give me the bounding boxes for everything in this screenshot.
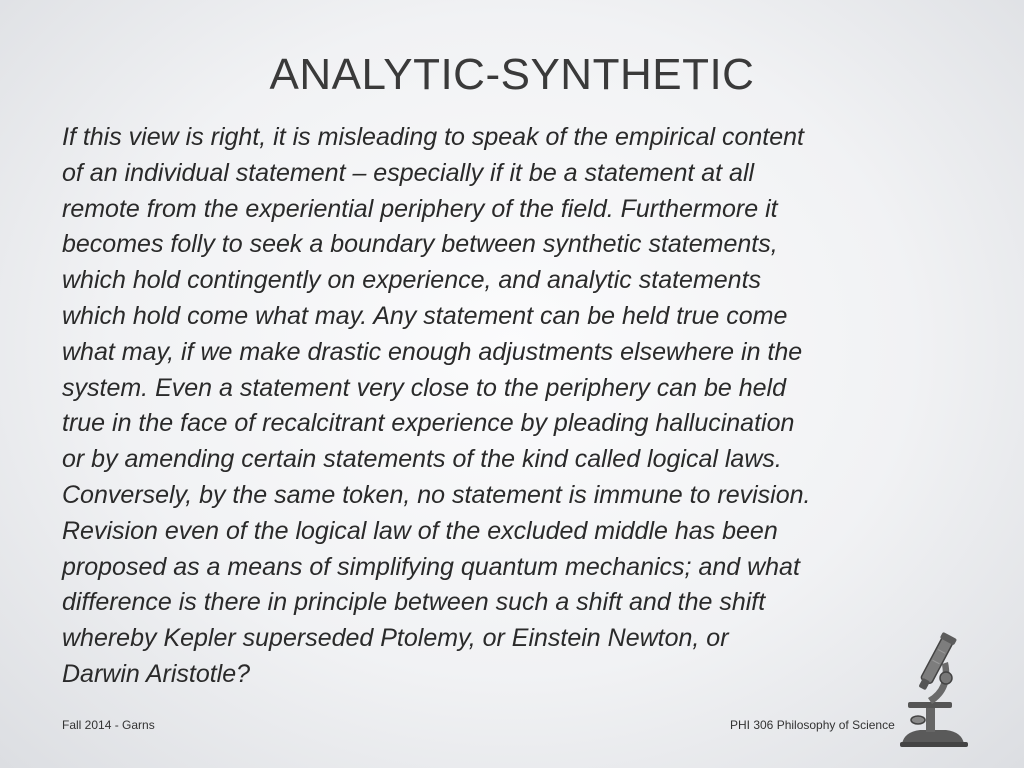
body-line-4: becomes folly to seek a boundary between synthetic statements, [62, 230, 778, 259]
footer-right: PHI 306 Philosophy of Science [730, 718, 895, 732]
body-line-12: Revision even of the logical law of the excluded middle has been [62, 516, 778, 545]
body-line-2: of an individual statement – especially if it be a statement at all [62, 158, 755, 187]
body-line-6: which hold come what may. Any statement can be held true come [62, 301, 788, 330]
body-line-8: system. Even a statement very close to the periphery can be held [62, 373, 786, 402]
slide-body [62, 120, 982, 693]
slide-title: ANALYTIC-SYNTHETIC [269, 50, 755, 99]
body-line-10: or by amending certain statements of the kind called logical laws. [62, 445, 782, 474]
body-line-7: what may, if we make drastic enough adjustments elsewhere in the [62, 337, 803, 366]
body-line-5: which hold contingently on experience, and analytic statements [62, 266, 762, 295]
body-line-11: Conversely, by the same token, no statement is immune to revision. [62, 480, 811, 509]
microscope-icon [896, 632, 972, 750]
body-line-1: If this view is right, it is misleading to speak of the empirical content [62, 123, 804, 151]
body-line-13: proposed as a means of simplifying quantum mechanics; and what [62, 552, 800, 581]
body-line-16: Darwin Aristotle? [62, 659, 251, 688]
footer-left: Fall 2014 - Garns [62, 718, 155, 732]
body-line-9: true in the face of recalcitrant experience by pleading hallucination [62, 409, 795, 438]
body-line-3: remote from the experiential periphery of the field. Furthermore it [62, 194, 778, 223]
body-line-14: difference is there in principle between such a shift and the shift [62, 588, 766, 617]
body-line-15: whereby Kepler superseded Ptolemy, or Einstein Newton, or [62, 624, 729, 653]
